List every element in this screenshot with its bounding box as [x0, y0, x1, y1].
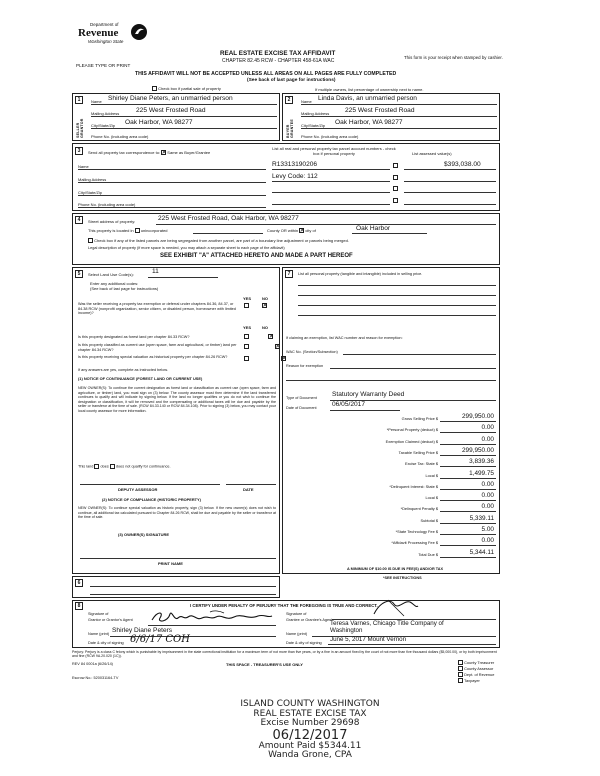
- tax-row-underline: [440, 489, 496, 490]
- does-not-checkbox[interactable]: [110, 464, 115, 469]
- seller-side-label: SELLER GRANTOR: [76, 118, 84, 138]
- tax-row-underline: [440, 478, 496, 479]
- tax-row-value[interactable]: 299,950.00: [462, 446, 494, 454]
- q2-text: Is this property designated as forest land per chapter 84.33 RCW?: [78, 335, 190, 339]
- dept-line: Department of: [90, 22, 119, 27]
- seller-city-label: City/State/Zip: [91, 123, 116, 128]
- grantor-date-label: Date & city of signing: [88, 641, 124, 645]
- wac-label: WAC No. (Section/Subsection): [286, 350, 338, 354]
- tax-row-label: Taxable Selling Price $: [398, 449, 438, 455]
- tax-row-underline: [440, 444, 496, 445]
- tax-row-underline: [440, 432, 496, 433]
- q4-text: Is this property receiving special valuation as historical property per chapter 84.26 RCW?: [78, 355, 228, 359]
- q1-no-checkbox[interactable]: [262, 303, 267, 308]
- q4-yes-checkbox[interactable]: [244, 356, 249, 361]
- grantee-date-label: Date & city of signing: [286, 641, 322, 645]
- city-of-checkbox[interactable]: [299, 228, 304, 233]
- tax-row-value[interactable]: 0.00: [481, 503, 494, 511]
- partial-sale-checkbox[interactable]: [152, 86, 157, 91]
- notice-1-body: NEW OWNER(S): To continue the current designation as forest land or classification as current use (open space, farm and agriculture, or timber) land, you must sign on (3) below. The county assessor must then determine if the land transferred continues to qualify and will indicate by signing below. If the land no longer qualifies or you do not wish to continue the designation or classification, it will be removed and the compensating or additional taxes will be due and payable by the seller or transferor at the time of sale. (RCW 84.33.140 or RCW 84.34.108). Prior to signing (3) below, you may contact your local county assessor for more information.: [78, 386, 276, 413]
- this-land-label: This land: [78, 464, 94, 469]
- additional-see-back: (See back of last page for instructions): [90, 286, 159, 291]
- copies-list: [458, 660, 494, 684]
- stamp-line-3: Excise Number 29698: [260, 718, 360, 729]
- stamp-line-1: ISLAND COUNTY WASHINGTON: [240, 699, 380, 709]
- grantor-name-label: Name (print): [88, 632, 110, 636]
- county-row: [267, 228, 316, 233]
- seller-phone-label: Phone No. (including area code): [91, 134, 149, 139]
- q1-text: Was the seller receiving a property tax exemption or deferral under chapters 84.36, 84.37, or 84.38 RCW (nonprofit organization, senior citizen, or disabled person, homeowner with limited income)?: [78, 302, 236, 316]
- notice-2-body: NEW OWNER(S): To continue special valuation as historic property, sign (3) below. If the new owner(s) does not wish to continue, all additional tax calculated pursuant to Chapter 84.26 RCW, shall be due and payable by the seller or transferor at the time of sale.: [78, 506, 276, 520]
- buyer-name-label: Name: [301, 99, 312, 104]
- seller-mailing-label: Mailing Address: [91, 111, 120, 116]
- exemption-claim-label: If claiming an exemption, list WAC number and reason for exemption:: [286, 336, 403, 340]
- owner-signature-label: (3) OWNER(S) SIGNATURE: [118, 532, 170, 537]
- located-row: [88, 228, 168, 233]
- tax-row-label: Gross Selling Price $: [401, 416, 438, 421]
- section-5-number: 5: [75, 270, 83, 278]
- see-back-line: (See back of last page for instructions): [247, 78, 336, 83]
- escrow-label: Escrow No.:: [72, 676, 93, 680]
- copy-taxpayer: Taxpayer: [458, 678, 494, 684]
- copy-checkbox[interactable]: [458, 666, 463, 671]
- parcel-number[interactable]: R13313190206: [272, 161, 318, 168]
- send-correspondence: [88, 150, 210, 155]
- assessed-value[interactable]: $393,038.00: [444, 161, 481, 168]
- tax-row-value[interactable]: 0.00: [481, 537, 494, 545]
- see-instructions: *SEE INSTRUCTIONS: [383, 576, 422, 580]
- tax-row-underline: [440, 466, 496, 467]
- treasurer-use-only: THIS SPACE - TREASURER'S USE ONLY: [226, 662, 303, 667]
- buyer-city[interactable]: Oak Harbor, WA 98277: [335, 119, 403, 126]
- tax-row-value[interactable]: 5.00: [481, 526, 494, 533]
- parcel-header: List all real and personal property tax parcel account numbers - check box if personal property: [272, 146, 396, 156]
- buyer-side-label: BUYER GRANTEE: [286, 119, 294, 138]
- partial-sale-label: Check box if partial sale of property: [158, 86, 221, 91]
- parcel-2-checkbox[interactable]: [393, 175, 398, 180]
- grantor-agent-label: Grantor or Grantor's Agent: [88, 618, 133, 622]
- unincorporated-checkbox[interactable]: [135, 228, 140, 233]
- copy-checkbox[interactable]: [458, 660, 463, 665]
- yes-header-2: YES: [243, 325, 252, 330]
- parcel-4-checkbox[interactable]: [393, 198, 398, 203]
- no-header-2: NO: [262, 325, 268, 330]
- same-as-label: Same as Buyer/Grantee: [167, 150, 211, 155]
- escrow-number: 520031164-TV: [93, 676, 119, 680]
- tax-row-underline: [440, 511, 496, 512]
- grantor-sig-of: Signature of: [88, 612, 109, 616]
- notice-1-title: (1) NOTICE OF CONTINUANCE (FOREST LAND OR CURRENT USE): [78, 376, 203, 381]
- personal-property-label: List all personal property (tangible and intangible) included in selling price.: [298, 272, 423, 276]
- section-8-number: 8: [75, 602, 83, 610]
- tax-row-label: Excise Tax: State $: [404, 461, 438, 467]
- tax-row-underline: [440, 557, 496, 558]
- copy-county-treasurer: County Treasurer: [458, 660, 494, 666]
- tax-row-label: Exemption Claimed (deduct) $: [385, 438, 438, 444]
- copy-checkbox[interactable]: [458, 672, 463, 677]
- doc-type[interactable]: Statutory Warranty Deed: [332, 391, 405, 398]
- certify-line: I CERTIFY UNDER PENALTY OF PERJURY THAT THE FOREGOING IS TRUE AND CORRECT.: [190, 603, 378, 608]
- grantor-signature-drawing[interactable]: [150, 608, 275, 626]
- q1-yes-checkbox[interactable]: [244, 303, 249, 308]
- no-header: NO: [262, 296, 268, 301]
- levy-code[interactable]: Levy Code: 112: [272, 173, 318, 180]
- segregated-checkbox[interactable]: [88, 238, 93, 243]
- tax-row-label: Total Due $: [418, 551, 438, 557]
- does-label: does: [100, 464, 109, 469]
- deputy-assessor: DEPUTY ASSESSOR: [118, 487, 158, 492]
- additional-codes-label: Enter any additional codes:: [90, 281, 139, 286]
- q2-yes-checkbox[interactable]: [244, 334, 249, 339]
- tax-row-label: *Affidavit Processing Fee $: [391, 540, 438, 546]
- q3-text: Is this property classified as current use (open space, farm and agricultural, or timber) land per chapter 84.34 RCW?: [78, 343, 237, 352]
- grantee-sig-of: Signature of: [286, 612, 307, 616]
- seller-name-label: Name: [91, 99, 102, 104]
- tax-row-label: Subtotal $: [420, 517, 438, 523]
- dor-swirl-icon: [130, 23, 148, 41]
- form-chapter: CHAPTER 82.45 RCW - CHAPTER 458-61A WAC: [222, 58, 335, 64]
- parcel-1-checkbox[interactable]: [393, 163, 398, 168]
- street-label: Street address of property:: [88, 219, 136, 224]
- located-label: This property is located in: [88, 228, 134, 233]
- warning-line: THIS AFFIDAVIT WILL NOT BE ACCEPTED UNLESS ALL AREAS ON ALL PAGES ARE FULLY COMPLETED: [135, 71, 397, 77]
- tax-row-underline: [440, 545, 496, 546]
- tax-row-value[interactable]: 0.00: [481, 424, 494, 432]
- tax-row-value[interactable]: 5,344.11: [469, 548, 494, 556]
- grantor-sig-label: [88, 611, 133, 623]
- stamp-line-2: REAL ESTATE EXCISE TAX: [253, 708, 367, 719]
- print-name-label: PRINT NAME: [158, 561, 183, 566]
- s3-city-label: City/State/Zip: [78, 190, 103, 195]
- s3-phone-label: Phone No. (including area code): [78, 202, 136, 207]
- assessed-header: List assessed value(s): [412, 151, 452, 156]
- section-2-number: 2: [285, 96, 293, 104]
- tax-row-underline: [440, 500, 496, 501]
- property-city[interactable]: Oak Harbor: [356, 225, 391, 232]
- city-of-label: city of: [305, 228, 316, 233]
- buyer-mailing-label: Mailing Address: [301, 111, 330, 116]
- perjury-notice: Perjury: Perjury is a class C felony which is punishable by imprisonment in the state correctional institution for a maximum term of not more than five years, or by a fine in an amount fixed by the court of not more than five thousand dollars ($5,000.00), or by both imprisonment and fine (RCW 9A.20.020 (1C)).: [72, 650, 497, 659]
- county-recording-stamp: [200, 700, 420, 761]
- if-any-text: If any answers are yes, complete as instructed below.: [78, 368, 168, 372]
- grantor-name-print[interactable]: Shirley Diane Peters: [112, 627, 173, 634]
- rev-number: REV 84 0001a (6/26/14): [72, 662, 113, 666]
- tax-row-label: *Delinquent Penalty $: [400, 506, 438, 512]
- reason-label: Reason for exemption: [286, 364, 324, 368]
- tax-row-underline: [440, 455, 496, 456]
- property-street[interactable]: 225 West Frosted Road, Oak Harbor, WA 98277: [158, 215, 299, 222]
- does-checkbox[interactable]: [94, 464, 99, 469]
- tax-row-value[interactable]: 0.00: [481, 492, 494, 500]
- parcel-3-checkbox[interactable]: [393, 186, 398, 191]
- section-7-number: 7: [285, 270, 293, 278]
- tax-row-label: *Personal Property (deduct) $: [386, 427, 438, 433]
- segregated-row: [88, 238, 349, 243]
- county-label: County OR within: [267, 228, 299, 233]
- q3-no-checkbox[interactable]: [275, 344, 280, 349]
- land-use-label: Select Land Use Code(s):: [88, 272, 134, 277]
- stamp-line-5: Amount Paid $5344.11: [258, 740, 362, 751]
- section-4-number: 4: [75, 216, 83, 224]
- grantee-name-1[interactable]: Teresa Varnes, Chicago Title Company of: [330, 620, 444, 627]
- section-1-number: 1: [75, 96, 83, 104]
- land-use-code[interactable]: 11: [152, 268, 159, 275]
- please-type: PLEASE TYPE OR PRINT: [76, 63, 131, 68]
- q4-no-checkbox[interactable]: [281, 356, 286, 361]
- yes-header: YES: [243, 296, 252, 301]
- grantee-name-label: Name (print): [286, 632, 308, 636]
- tax-row-label: *State Technology Fee $: [395, 529, 438, 534]
- grantor-date-city[interactable]: 6/6/17 COH: [130, 634, 190, 645]
- seller-name[interactable]: Shirley Diane Peters, an unmarried person: [108, 95, 233, 102]
- exhibit-a: SEE EXHIBIT "A" ATTACHED HERETO AND MADE A PART HEREOF: [160, 253, 353, 259]
- partial-sale-row: [152, 86, 221, 91]
- revenue-word: Revenue: [78, 27, 119, 39]
- copy-checkbox[interactable]: [458, 678, 463, 683]
- state-line: Washington State: [88, 39, 124, 44]
- tax-row-value[interactable]: 0.00: [481, 435, 494, 443]
- tax-row-value[interactable]: 1,499.75: [469, 469, 494, 477]
- dor-logo: [78, 22, 158, 62]
- doc-date-label: Date of Document: [286, 406, 317, 410]
- copy-county-assessor: County Assessor: [458, 666, 494, 672]
- tax-row-value[interactable]: 5,339.11: [469, 514, 494, 522]
- buyer-city-label: City/State/Zip: [301, 123, 326, 128]
- multiple-owners-note: If multiple owners, list percentage of ownership next to name.: [315, 87, 424, 92]
- grantee-date-city[interactable]: June 5, 2017 Mount Vernon: [330, 636, 407, 643]
- grantee-signature-drawing[interactable]: [370, 596, 420, 618]
- receipt-note: This form is your receipt when stamped by cashier.: [404, 55, 503, 60]
- s3-name-label: Name: [78, 164, 89, 169]
- tax-row-label: Local $: [425, 472, 438, 478]
- q3-yes-checkbox[interactable]: [244, 344, 249, 349]
- buyer-mailing[interactable]: 225 West Frosted Road: [345, 107, 415, 114]
- copy-dept-revenue: Dept. of Revenue: [458, 672, 494, 678]
- does-not-label: does not qualify for continuance.: [115, 464, 171, 469]
- tax-row-value[interactable]: 3,839.36: [469, 458, 494, 466]
- tax-row-value[interactable]: 299,950.00: [462, 413, 494, 420]
- qualify-row: [78, 464, 171, 469]
- send-label: Send all property tax correspondence to:: [88, 150, 161, 155]
- q2-no-checkbox[interactable]: [268, 334, 273, 339]
- escrow-row: [72, 676, 118, 680]
- section-3-number: 3: [75, 147, 83, 155]
- tax-row-label: *Delinquent Interest: State $: [389, 483, 438, 489]
- buyer-phone-label: Phone No. (including area code): [301, 134, 359, 139]
- doc-date[interactable]: 06/05/2017: [332, 401, 366, 408]
- buyer-name[interactable]: Linda Davis, an unmarried person: [318, 95, 417, 102]
- stamp-line-6: Wanda Grone, CPA: [268, 750, 352, 761]
- same-as-buyer-checkbox[interactable]: [161, 150, 166, 155]
- notice-2-title: (2) NOTICE OF COMPLIANCE (HISTORIC PROPERTY): [102, 497, 201, 502]
- unincorporated-label: unincorporated: [140, 228, 168, 233]
- doc-type-label: Type of Document: [286, 396, 317, 400]
- seller-mailing[interactable]: 225 West Frosted Road: [136, 107, 206, 114]
- s3-mailing-label: Mailing Address: [78, 177, 107, 182]
- stamp-line-4: 06/12/2017: [272, 727, 348, 743]
- section-6-number: 6: [75, 579, 83, 587]
- form-title: REAL ESTATE EXCISE TAX AFFIDAVIT: [220, 50, 336, 57]
- tax-row-underline: [440, 523, 496, 524]
- assessor-date: DATE: [243, 487, 254, 492]
- grantee-agent-label: Grantee or Grantee's Agent: [286, 618, 333, 622]
- minimum-fee-note: A MINIMUM OF $10.00 IS DUE IN FEE(S) AND/OR TAX: [347, 567, 444, 571]
- grantee-name-2[interactable]: Washington: [330, 627, 363, 634]
- seller-city[interactable]: Oak Harbor, WA 98277: [125, 119, 193, 126]
- tax-row-value[interactable]: 0.00: [481, 480, 494, 488]
- tax-row-underline: [440, 421, 496, 422]
- grantee-sig-label: [286, 611, 332, 623]
- tax-row-underline: [440, 534, 496, 535]
- tax-row-label: Local $: [425, 495, 438, 501]
- legal-desc-label: Legal description of property (if more space is needed, you may attach a separate sheet to each page of the affidavit): [88, 246, 285, 250]
- segregated-label: Check box if any of the listed parcels are being segregated from another parcel, are part of a boundary line adjustment or parcels being merged.: [94, 238, 349, 243]
